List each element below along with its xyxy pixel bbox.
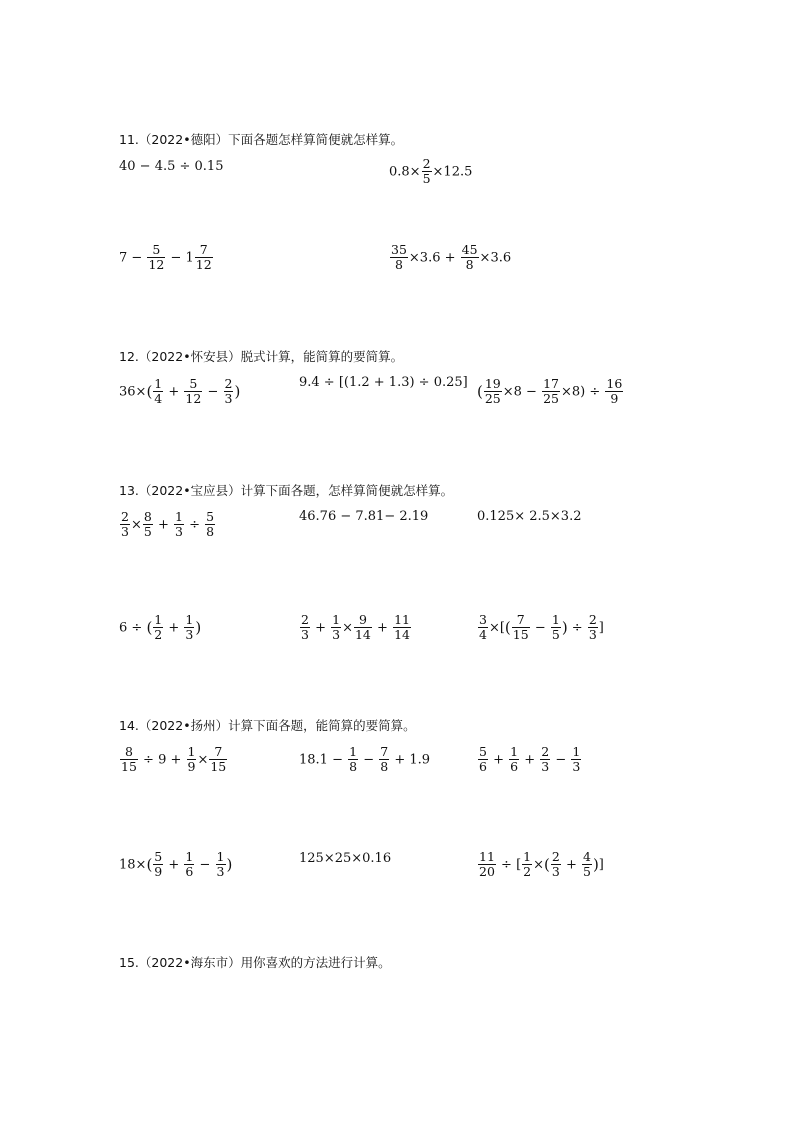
question-source: （2022•扬州） bbox=[138, 718, 229, 733]
q13-expr-2: 46.76 − 7.81− 2.19 bbox=[299, 509, 429, 524]
q13-expr-3: 0.125× 2.5×3.2 bbox=[477, 509, 582, 524]
q14-expr-2: 18.1 − $\frac{1}{8}$ − $\frac{7}{8}$ + 1.9 bbox=[299, 744, 431, 775]
question-12-title bbox=[119, 347, 403, 365]
question-13-title bbox=[119, 481, 453, 499]
q13-expr-6: $\frac{3}{4}$ ×[( $\frac{7}{15}$ − $\frac{1}{5}$ ) ÷ $\frac{2}{3}$ ] bbox=[479, 612, 604, 643]
question-instruction: 下面各题怎样算简便就怎样算。 bbox=[228, 132, 404, 147]
question-instruction: 计算下面各题，怎样算简便就怎样算。 bbox=[240, 483, 454, 498]
question-source: （2022•海东市） bbox=[138, 955, 241, 970]
question-source: （2022•宝应县） bbox=[138, 483, 241, 498]
q13-expr-5: $\frac{2}{3}$ + $\frac{1}{3}$ × $\frac{9}{14}$ + $\frac{11}{14}$ bbox=[301, 612, 410, 643]
q12-expr-2: 9.4 ÷ [(1.2 + 1.3) ÷ 0.25] bbox=[299, 375, 468, 390]
question-number: 12. bbox=[119, 349, 139, 364]
question-source: （2022•德阳） bbox=[138, 132, 229, 147]
q14-expr-1: $\frac{8}{15}$ ÷ 9 + $\frac{1}{9}$ × $\frac{7}{15}$ bbox=[121, 744, 227, 775]
q11-expr-4: $\frac{35}{8}$ ×3.6 + $\frac{45}{8}$ ×3.6 bbox=[391, 242, 512, 273]
q14-expr-4: 18×( $\frac{5}{9}$ + $\frac{1}{6}$ − $\frac{1}{3}$ ) bbox=[119, 849, 233, 880]
q11-expr-1: 40 − 4.5 ÷ 0.15 bbox=[119, 159, 224, 174]
q12-expr-1: 36×( $\frac{1}{4}$ + $\frac{5}{12}$ − $\frac{2}{3}$ ) bbox=[119, 376, 241, 407]
question-15-title bbox=[119, 953, 391, 971]
q14-expr-6: $\frac{11}{20}$ ÷ [ $\frac{1}{2}$ ×( $\frac{2}{3}$ + $\frac{4}{5}$ )] bbox=[479, 849, 604, 880]
question-instruction: 计算下面各题，能简算的要简算。 bbox=[228, 718, 416, 733]
question-source: （2022•怀安县） bbox=[138, 349, 241, 364]
question-instruction: 脱式计算，能简算的要简算。 bbox=[240, 349, 404, 364]
q11-expr-2: 0.8× $\frac{2}{5}$ ×12.5 bbox=[389, 156, 473, 187]
q12-expr-3: ( $\frac{19}{25}$ ×8 − $\frac{17}{25}$ ×8) ÷ $\frac{16}{9}$ bbox=[477, 376, 623, 407]
question-number: 14. bbox=[119, 718, 139, 733]
question-number: 13. bbox=[119, 483, 139, 498]
q14-expr-3: $\frac{5}{6}$ + $\frac{1}{6}$ + $\frac{2}{3}$ − $\frac{1}{3}$ bbox=[479, 744, 581, 775]
q11-expr-3: 7 − $\frac{5}{12}$ − 1 $\frac{7}{12}$ bbox=[119, 242, 212, 273]
question-number: 15. bbox=[119, 955, 139, 970]
question-instruction: 用你喜欢的方法进行计算。 bbox=[240, 955, 391, 970]
question-14-title bbox=[119, 716, 416, 734]
q13-expr-4: 6 ÷ ( $\frac{1}{2}$ + $\frac{1}{3}$ ) bbox=[119, 612, 202, 643]
q14-expr-5: 125×25×0.16 bbox=[299, 851, 392, 866]
q13-expr-1: $\frac{2}{3}$ × $\frac{8}{5}$ + $\frac{1}{3}$ ÷ $\frac{5}{8}$ bbox=[121, 509, 215, 540]
question-11-title bbox=[119, 130, 403, 148]
question-number: 11. bbox=[119, 132, 139, 147]
